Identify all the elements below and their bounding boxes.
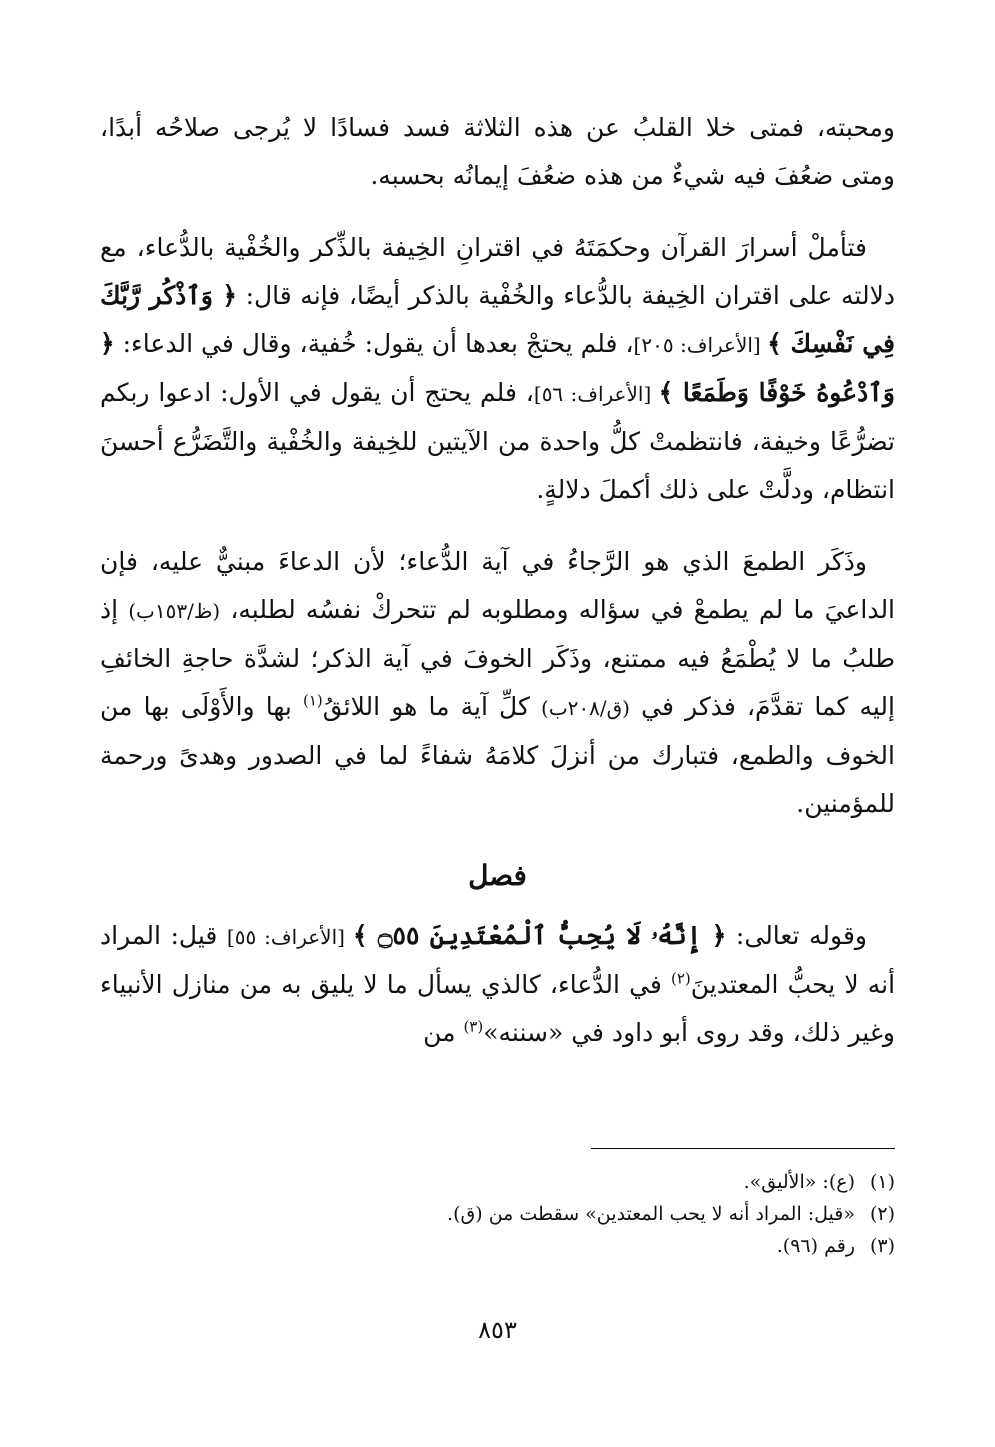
main-text: [100, 104, 895, 1057]
paragraph-3-text-b: إذ طلبُ ما لا يُطْمَعُ فيه ممتنع، وذَكَر الخوفَ في آية الذكر؛ لشدَّة حاجةِ الخائفِ إليه كما تقدَّمَ، فذكر في: [100, 595, 895, 721]
manuscript-reference-2: (ق/٢٠٨ب): [541, 696, 630, 720]
footnote-text: (ع): «الأليق».: [743, 1171, 855, 1193]
paragraph-3-text-a: وذَكَر الطمعَ الذي هو الرَّجاءُ في آية الدُّعاء؛ لأن الدعاءَ مبنيٌّ عليه، فإن الداعيَ ما لم يطمعْ في سؤاله ومطلوبه لم تتحركْ نفسُه لطلبه،: [100, 547, 896, 624]
paragraph-4-text-c: في الدُّعاء، كالذي يسأل ما لا يليق به من منازل الأنبياء وغير ذلك، وقد روى أبو داود في «سننه»: [100, 970, 895, 1047]
footnote-marker-1: (١): [303, 691, 323, 710]
paragraph-4: [100, 912, 895, 1057]
footnote-divider: [591, 1148, 895, 1149]
paragraph-3-text-d: بها والأَوْلَى بها من الخوف والطمع، فتبارك من أنزلَ كلامَهُ شفاءً لما في الصدور وهدىً ورحمة للمؤمنين.: [100, 692, 895, 818]
paragraph-2: [100, 224, 895, 514]
footnote-text: رقم (٩٦).: [776, 1235, 855, 1257]
footnote-number: (٣): [869, 1235, 895, 1257]
verse-reference-2: [الأعراف: ٥٦]: [533, 382, 659, 406]
quran-verse-3: ﴿ إِنَّهُۥ لَا يُحِبُّ ٱلْمُعْتَدِينَ ۝٥٥ ﴾: [352, 921, 727, 950]
footnote-3: [100, 1230, 895, 1262]
footnote-number: (١): [869, 1171, 895, 1193]
section-heading: فصل: [468, 859, 527, 892]
paragraph-2-text-a: فتأملْ أسرارَ القرآن وحكمَتَهُ في اقترانِ الخِيفة بالذِّكر والخُفْية بالدُّعاء، مع دلالته على اقتران الخِيفة بالدُّعاء والخُفْية بالذكر أيضًا، فإنه قال:: [100, 233, 895, 310]
paragraph-4-text-d: من: [423, 1018, 464, 1047]
paragraph-4-text-b: قيل: المراد أنه لا يحبُّ المعتدينَ: [100, 921, 896, 999]
quran-verse-2: ﴿ وَٱدْعُوهُ خَوْفًا وَطَمَعًا ﴾: [100, 329, 895, 407]
paragraph-1-text: ومحبته، فمتى خلا القلبُ عن هذه الثلاثة فسد فسادًا لا يُرجى صلاحُه أبدًا، ومتى ضعُفَ فيه شيءٌ من هذه ضعُفَ إيمانُه بحسبه.: [100, 113, 895, 190]
paragraph-1: [100, 104, 895, 200]
verse-reference-1: [الأعراف: ٢٠٥]: [633, 333, 768, 357]
footnotes: [100, 1166, 895, 1262]
paragraph-2-text-c: ، فلم يحتج أن يقول في الأول: ادعوا ربكم تضرُّعًا وخيفة، فانتظمتْ كلُّ واحدة من الآيتين للخِيفة والخُفْية والتَّضَرُّع أحسنَ انتظام، ودلَّتْ على ذلك أكملَ دلالةٍ.: [100, 378, 895, 504]
paragraph-4-text-a: وقوله تعالى:: [726, 921, 867, 950]
verse-reference-3: [الأعراف: ٥٥]: [226, 925, 353, 949]
quran-verse-1: ﴿ وَٱذْكُر رَّبَّكَ فِي نَفْسِكَ ﴾: [100, 281, 895, 358]
footnote-number: (٢): [869, 1203, 895, 1225]
manuscript-reference-1: (ظ/١٥٣ب): [128, 599, 221, 623]
paragraph-3-text-c: كلِّ آية ما هو اللائقُ: [322, 692, 542, 721]
page-number: ٨٥٣: [478, 1316, 517, 1344]
paragraph-2-text-b: ، فلم يحتجْ بعدها أن يقول: خُفية، وقال في الدعاء:: [114, 329, 634, 358]
footnote-marker-2: (٢): [670, 969, 691, 988]
footnote-2: [100, 1198, 895, 1230]
footnote-1: [100, 1166, 895, 1198]
footnote-text: «قيل: المراد أنه لا يحب المعتدين» سقطت من (ق).: [447, 1203, 855, 1225]
footnote-marker-3: (٣): [463, 1017, 484, 1036]
paragraph-3: [100, 538, 895, 828]
